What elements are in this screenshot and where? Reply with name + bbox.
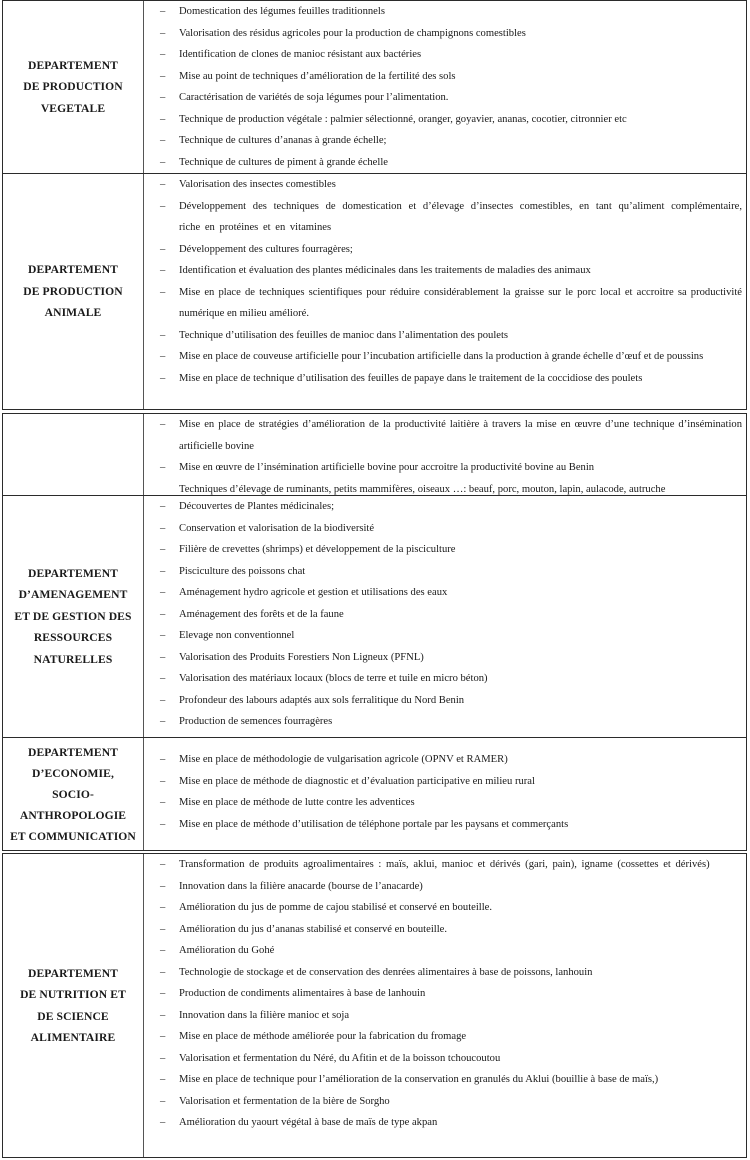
list-item: – Innovation dans la filière anacarde (bourse de l’anacarde) [144,876,742,898]
dash-bullet-icon: – [160,945,166,956]
list-item: – Elevage non conventionnel [144,625,742,647]
dept-items [144,496,746,737]
list-item: – Mise en place de couveuse artificielle pour l’incubation artificielle dans la production à grande échelle d’œuf et de poussins [144,346,742,368]
list-item: – Identification et évaluation des plantes médicinales dans les traitements de maladies des animaux [144,260,742,282]
dept-name-line: D’AMENAGEMENT [18,588,128,602]
dept-name-line: ET DE GESTION DES [14,609,132,623]
dash-bullet-icon: – [160,1074,166,1085]
dash-bullet-icon: – [160,1095,166,1107]
dash-bullet-icon: – [160,587,166,598]
list-item: – Mise en œuvre de l’insémination artificielle bovine pour accroitre la productivité bovine au Benin [144,457,742,479]
dash-bullet-icon: – [160,966,166,978]
list-item: – Innovation dans la filière manioc et soja [144,1005,742,1027]
dash-bullet-icon: – [160,1031,166,1042]
list-item: – Domestication des légumes feuilles traditionnels [144,1,742,23]
list-item: – Valorisation et fermentation de la bière de Sorgho [144,1091,742,1113]
list-item: – Aménagement hydro agricole et gestion et utilisations des eaux [144,582,742,604]
list-item: – Technique de production végétale : palmier sélectionné, oranger, goyavier, ananas, cocotier, citronnier etc [144,109,742,131]
dept-name-line: DE PRODUCTION [23,80,123,94]
dash-bullet-icon: – [160,200,166,212]
dash-bullet-icon: – [160,859,166,870]
list-item: – Mise en place de technique d’utilisation des feuilles de papaye dans le traitement de la coccidiose des poulets [144,368,742,390]
dash-bullet-icon: – [160,923,166,935]
list-item: – Pisciculture des poissons chat [144,561,742,583]
dept-name-line: ET COMMUNICATION [10,829,136,843]
dept-name-line: DEPARTEMENT [27,745,118,759]
dash-bullet-icon: – [160,988,166,999]
dept-name-line: ANIMALE [44,306,102,320]
dept-name-line: RESSOURCES [33,631,113,645]
dash-bullet-icon: – [160,462,166,473]
dept-name-line: DEPARTEMENT [27,263,118,277]
dept-name-cell-empty [3,414,144,495]
dept-block-production-vegetale [2,0,747,174]
dept-name-line: DEPARTEMENT [27,566,118,580]
list-item: – Conservation et valorisation de la biodiversité [144,518,742,540]
list-item: – Technique d’utilisation des feuilles de manioc dans l’alimentation des poulets [144,325,742,347]
dept-block-nutrition-science [2,853,747,1158]
dash-bullet-icon: – [160,286,166,298]
dash-bullet-icon: – [160,716,166,727]
dept-name-cell [3,174,144,409]
dept-name-cell [3,738,144,850]
list-item: – Valorisation des résidus agricoles pour la production de champignons comestibles [144,23,742,45]
dept-name-cell [3,854,144,1157]
dash-bullet-icon: – [160,522,166,534]
list-item: – Mise au point de techniques d’amélioration de la fertilité des sols [144,66,742,88]
dept-name-line: ALIMENTAIRE [30,1031,116,1044]
list-item: – Caractérisation de variétés de soja légumes pour l’alimentation. [144,87,742,109]
list-item: – Mise en place de méthode d’utilisation de téléphone portale par les paysans et commerçants [144,814,742,836]
dash-bullet-icon: – [160,6,166,17]
list-item: – Mise en place de techniques scientifiques pour réduire considérablement la graisse sur le porc local et accroitre sa productivité numérique en milieu amélioré. [144,282,742,325]
list-item: – Mise en place de technique pour l’amélioration de la conservation en granulés du Aklui (bouillie à base de maïs,) [144,1069,742,1091]
list-item: – Valorisation et fermentation du Néré, du Afitin et de la boisson tchoucoutou [144,1048,742,1070]
list-item: – Amélioration du Gohé [144,940,742,962]
dept-items [144,174,746,409]
list-item: – Mise en place de méthode de lutte contre les adventices [144,792,742,814]
list-item: – Développement des techniques de domestication et d’élevage d’insectes comestibles, en tant qu’aliment complémentaire, riche en protéines et en vitamines [144,196,742,239]
dept-name-cell [3,496,144,737]
list-item: – Technique de cultures d’ananas à grande échelle; [144,130,742,152]
dash-bullet-icon: – [160,630,166,641]
dept-items [144,738,746,850]
dash-bullet-icon: – [160,775,166,787]
dash-bullet-icon: – [160,818,166,830]
dash-bullet-icon: – [160,70,166,82]
list-item: – Découvertes de Plantes médicinales; [144,496,742,518]
dash-bullet-icon: – [160,880,166,892]
dept-name-line: DE PRODUCTION [23,284,123,298]
list-item: – Mise en place de stratégies d’amélioration de la productivité laitière à travers la mise en œuvre d’une technique d’insémination artificielle bovine [144,414,742,457]
dash-bullet-icon: – [160,565,166,577]
dept-name-line: NATURELLES [33,652,113,666]
dash-bullet-icon: – [160,113,166,125]
dash-bullet-icon: – [160,754,166,765]
dept-name-line: DE NUTRITION ET [20,988,126,1001]
list-item: – Aménagement des forêts et de la faune [144,604,742,626]
dept-name-line: DEPARTEMENT [27,966,118,980]
dash-bullet-icon: – [160,1009,166,1021]
dept-block-continuation [2,413,747,496]
list-item: – Amélioration du jus d’ananas stabilisé et conservé en bouteille. [144,919,742,941]
dept-block-production-animale [2,173,747,410]
dash-bullet-icon: – [160,243,166,255]
dash-bullet-icon: – [160,1052,166,1064]
list-item-continuation: Techniques d’élevage de ruminants, petits mammifères, oiseaux …: beauf, porc, mouton, lapin, aulacode, autruche [179,483,666,495]
list-item: – Valorisation des insectes comestibles [144,174,742,196]
list-item: – Amélioration du jus de pomme de cajou stabilisé et conservé en bouteille. [144,897,742,919]
dept-name-line: DEPARTEMENT [27,58,118,72]
list-item: – Identification de clones de manioc résistant aux bactéries [144,44,742,66]
list-item: – Mise en place de méthodologie de vulgarisation agricole (OPNV et RAMER) [144,749,742,771]
dash-bullet-icon: – [160,501,166,512]
dept-block-amenagement-ressources [2,495,747,738]
dash-bullet-icon: – [160,694,166,706]
dash-bullet-icon: – [160,651,166,663]
list-item: – Mise en place de méthode améliorée pour la fabrication du fromage [144,1026,742,1048]
dash-bullet-icon: – [160,1117,166,1128]
list-item: – Filière de crevettes (shrimps) et développement de la pisciculture [144,539,742,561]
dash-bullet-icon: – [160,608,166,620]
dash-bullet-icon: – [160,135,166,146]
list-item: – Valorisation des matériaux locaux (blocs de terre et tuile en micro béton) [144,668,742,690]
dash-bullet-icon: – [160,92,166,103]
dept-name-line: DE SCIENCE [37,1009,109,1023]
dept-name-cell [3,1,144,173]
dept-name-line: D’ECONOMIE, [32,766,114,780]
list-item: – Valorisation des Produits Forestiers Non Ligneux (PFNL) [144,647,742,669]
dept-name-line: VEGETALE [40,101,106,115]
list-item: – Technologie de stockage et de conservation des denrées alimentaires à base de poissons, lanhouin [144,962,742,984]
dept-name-line: SOCIO- [52,787,94,801]
dash-bullet-icon: – [160,902,166,913]
dash-bullet-icon: – [160,797,166,808]
list-item: – Profondeur des labours adaptés aux sols ferralitique du Nord Benin [144,690,742,712]
dept-items [144,414,746,495]
dash-bullet-icon: – [160,265,166,276]
list-item: – Développement des cultures fourragères; [144,239,742,261]
dash-bullet-icon: – [160,49,166,60]
dash-bullet-icon: – [160,179,166,190]
list-item: – Transformation de produits agroalimentaires : maïs, aklui, manioc et dérivés (gari, pain), igname (cossettes et dérivés) [144,854,742,876]
dash-bullet-icon: – [160,419,166,430]
dept-name-line: ANTHROPOLOGIE [19,808,127,822]
dept-items [144,854,746,1157]
list-item: – Production de semences fourragères [144,711,742,733]
list-item: – Production de condiments alimentaires à base de lanhouin [144,983,742,1005]
dash-bullet-icon: – [160,544,166,555]
dept-block-economie-communication [2,737,747,851]
dash-bullet-icon: – [160,673,166,684]
dash-bullet-icon: – [160,156,166,168]
list-item: – Amélioration du yaourt végétal à base de maïs de type akpan [144,1112,742,1134]
list-item: – Technique de cultures de piment à grande échelle [144,152,742,174]
dash-bullet-icon: – [160,329,166,341]
dash-bullet-icon: – [160,351,166,362]
dash-bullet-icon: – [160,27,166,39]
dept-items [144,1,746,173]
dash-bullet-icon: – [160,372,166,384]
list-item: – Mise en place de méthode de diagnostic et d’évaluation participative en milieu rural [144,771,742,793]
